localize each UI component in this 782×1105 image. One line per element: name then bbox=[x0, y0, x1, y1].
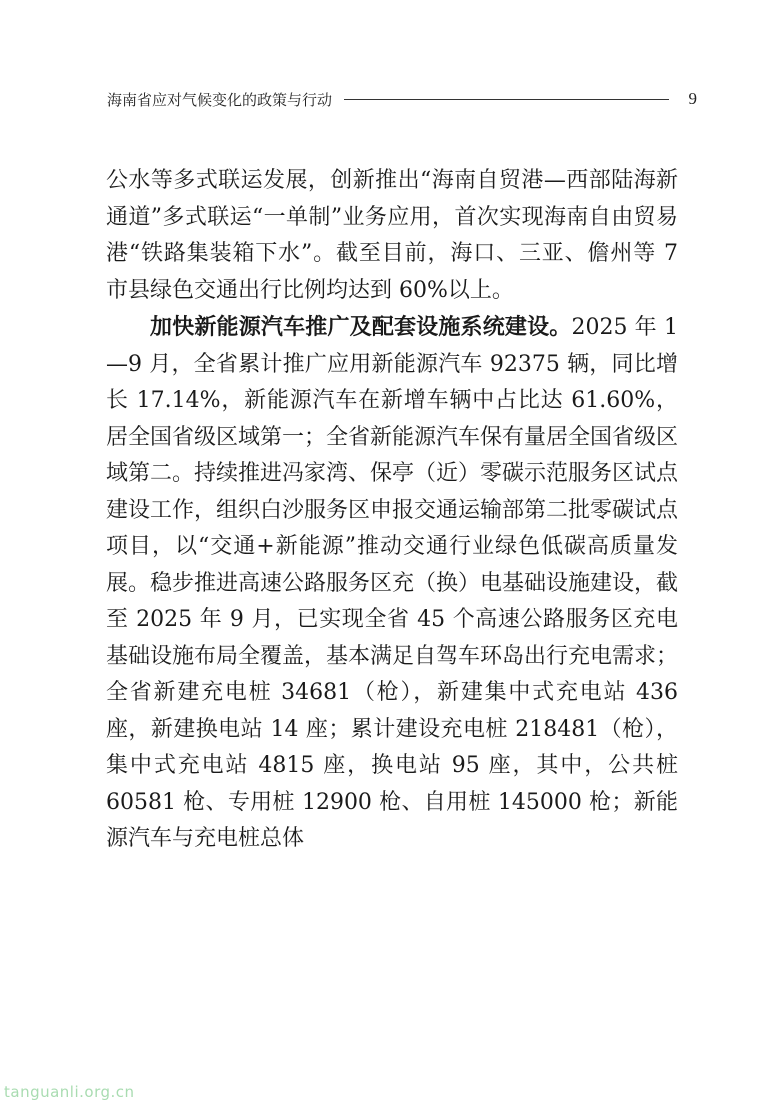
paragraph-2-lead: 加快新能源汽车推广及配套设施系统建设。 bbox=[150, 314, 572, 340]
body-text bbox=[106, 163, 678, 858]
paragraph-1 bbox=[106, 163, 678, 309]
page-header bbox=[107, 86, 697, 112]
paragraph-2-text: 2025 年 1—9 月，全省累计推广应用新能源汽车 92375 辆，同比增长 17.14%，新能源汽车在新增车辆中占比达 61.60%，居全国省级区域第一；全省新能源汽车保有量居全国省级区域第二。持续推进冯家湾、保亭（近）零碳示范服务区试点建设工作，组织白沙服务区申报交通运输部第二批零碳试点项目，以“交通+新能源”推动交通行业绿色低碳高质量发展。稳步推进高速公路服务区充（换）电基础设施建设，截至 2025 年 9 月，已实现全省 45 个高速公路服务区充电基础设施布局全覆盖，基本满足自驾车环岛出行充电需求；全省新建充电桩 34681（枪），新建集中式充电站 436 座，新建换电站 14 座；累计建设充电桩 218481（枪），集中式充电站 4815 座，换电站 95 座，其中，公共桩 60581 枪、专用桩 12900 枪、自用桩 145000 枪；新能源汽车与充电桩总体 bbox=[106, 315, 679, 851]
page-number: 9 bbox=[688, 89, 697, 108]
watermark: tanguanli.org.cn bbox=[4, 1083, 135, 1101]
paragraph-1-text: 公水等多式联运发展，创新推出“海南自贸港—西部陆海新通道”多式联运“一单制”业务应用，首次实现海南自由贸易港“铁路集装箱下水”。截至目前，海口、三亚、儋州等 7 市县绿色交通出行比例均达到 60%以上。 bbox=[106, 168, 678, 303]
header-title: 海南省应对气候变化的政策与行动 bbox=[107, 90, 333, 109]
paragraph-2 bbox=[106, 309, 678, 858]
header-rule bbox=[344, 99, 668, 100]
